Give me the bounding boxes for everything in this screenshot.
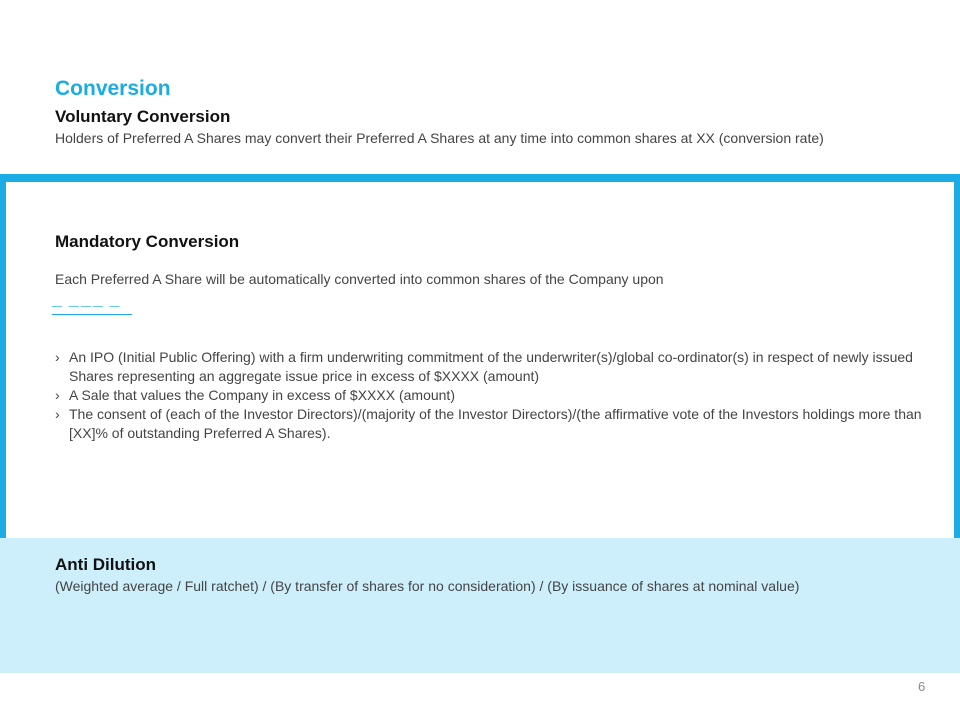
list-item-text: A Sale that values the Company in excess of $XXXX (amount) bbox=[69, 387, 455, 403]
anti-dilution-text: (Weighted average / Full ratchet) / (By transfer of shares for no consideration) / (By issuance of shares at nominal value) bbox=[55, 578, 800, 594]
list-item bbox=[55, 405, 935, 443]
mandatory-conversion-heading: Mandatory Conversion bbox=[55, 232, 240, 251]
voluntary-conversion-text: Holders of Preferred A Shares may convert their Preferred A Shares at any time into common shares at XX (conversion rate) bbox=[55, 130, 824, 146]
mandatory-conversion-intro: Each Preferred A Share will be automatically converted into common shares of the Company upon bbox=[55, 271, 664, 287]
list-item bbox=[55, 386, 935, 405]
list-item-text: An IPO (Initial Public Offering) with a firm underwriting commitment of the underwriter(s)/global co-ordinator(s) in respect of newly issued Shares representing an aggregate issue price in excess of $XXXX (amount) bbox=[69, 349, 913, 384]
page-title: Conversion bbox=[55, 77, 171, 100]
page-number: 6 bbox=[918, 679, 926, 694]
bullet-marker-icon: › bbox=[55, 387, 60, 403]
list-item-text: The consent of (each of the Investor Directors)/(majority of the Investor Directors)/(the affirmative vote of the Investors holdings more than [XX]% of outstanding Preferred A Shares). bbox=[69, 406, 922, 441]
bullet-marker-icon: › bbox=[55, 349, 60, 365]
decorative-underline bbox=[52, 314, 132, 315]
anti-dilution-heading: Anti Dilution bbox=[55, 555, 157, 574]
bullet-marker-icon: › bbox=[55, 406, 60, 422]
mandatory-conversion-list bbox=[55, 348, 935, 443]
list-item bbox=[55, 348, 935, 386]
decorative-dashes: — ——— — bbox=[52, 301, 122, 312]
voluntary-conversion-heading: Voluntary Conversion bbox=[55, 107, 231, 126]
